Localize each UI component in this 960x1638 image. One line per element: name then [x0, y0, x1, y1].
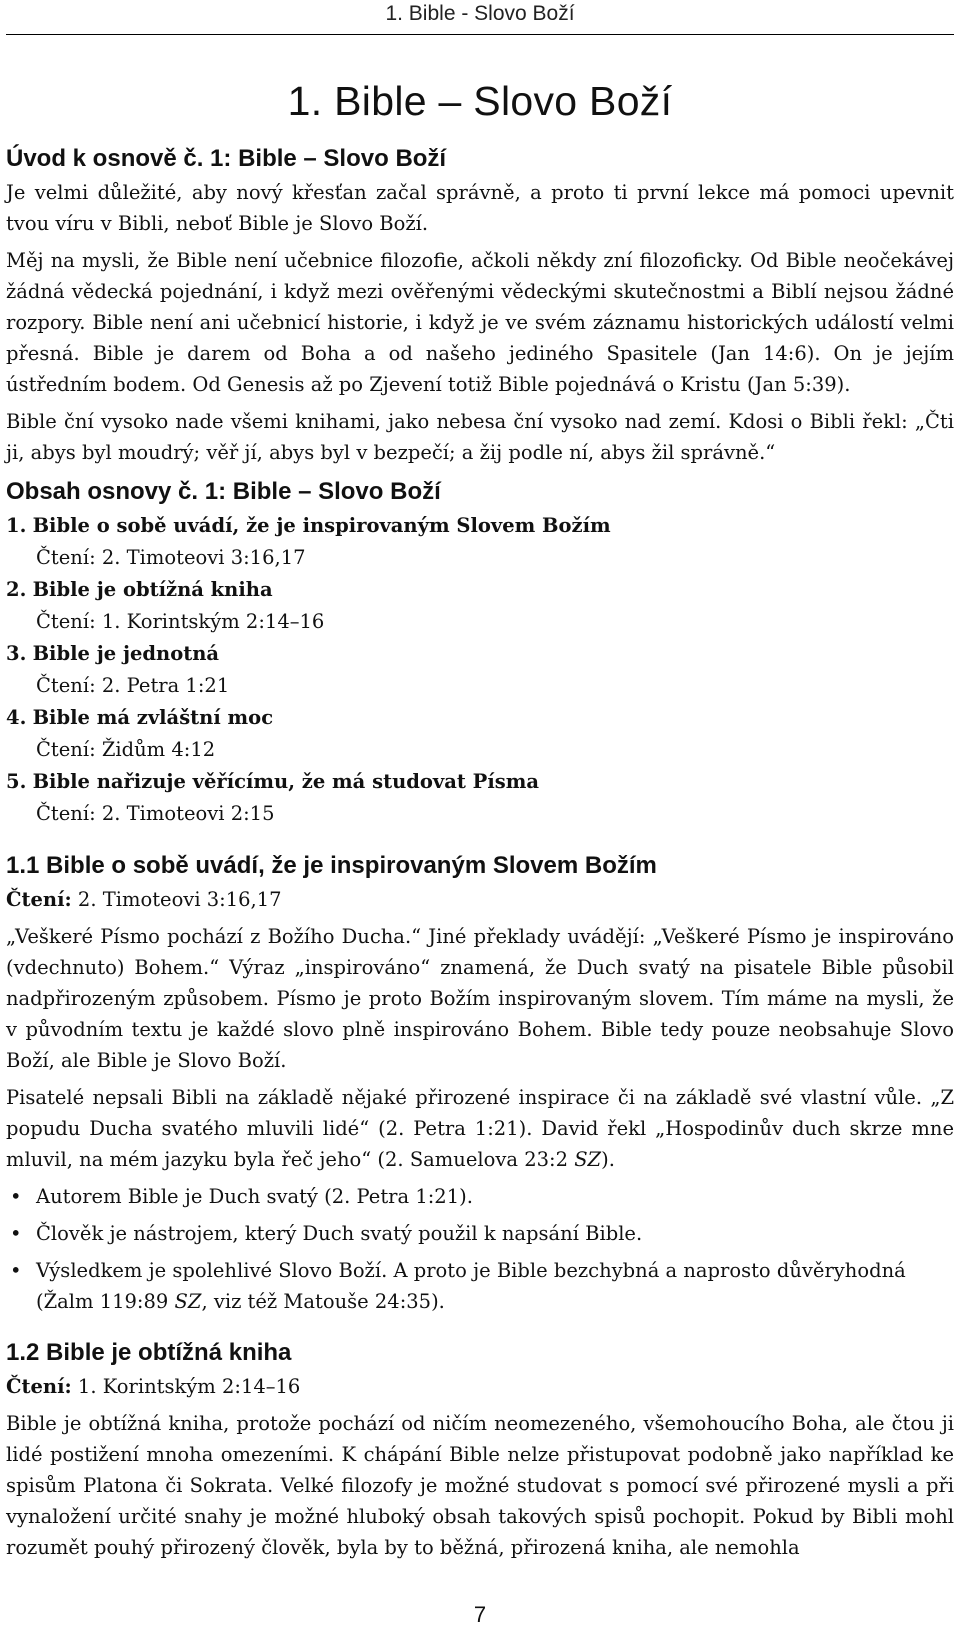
outline-item-reading: Čtení: 2. Petra 1:21 — [36, 674, 230, 697]
bullet-item — [6, 1255, 954, 1317]
section-1-1 — [6, 852, 954, 1317]
reading-reference: 1. Korintským 2:14–16 — [71, 1375, 301, 1398]
bullet-text: Výsledkem je spolehlivé Slovo Boží. A proto je Bible bezchybná a naprosto důvěryhodná (Žalm 119:89 — [36, 1259, 906, 1313]
outline-item-reading: Čtení: 1. Korintským 2:14–16 — [36, 610, 325, 633]
outline-item — [6, 510, 954, 542]
bullet-icon: • — [10, 1222, 22, 1245]
page-number: 7 — [473, 1602, 487, 1627]
section-1-1-reading — [6, 884, 954, 915]
section-1-2-reading — [6, 1371, 954, 1402]
bullet-icon: • — [10, 1185, 22, 1208]
page-body — [6, 78, 954, 1569]
section-1-2-heading: 1.2 Bible je obtížná kniha — [6, 1339, 292, 1366]
bullet-text-end: , viz též Matouše 24:35). — [201, 1290, 445, 1313]
outline-item-title: Bible je jednotná — [32, 642, 220, 665]
outline-item-number: 2. — [6, 578, 27, 601]
section-1-1-paragraph: „Veškeré Písmo pochází z Božího Ducha.“ Jiné překlady uvádějí: „Veškeré Písmo je inspirováno (vdechnuto) Bohem.“ Výraz „inspirováno“ znamená, že Duch svatý na pisatele Bible působil nadpřirozeným způsobem. Písmo je proto Božím inspirovaným slovem. Tím máme na mysli, že v původním textu je každé slovo plně inspirováno Bohem. Bible tedy pouze neobsahuje Slovo Boží, ale Bible je Slovo Boží. — [6, 925, 954, 1072]
outline-item-title: Bible nařizuje věřícímu, že má studovat Písma — [32, 770, 539, 793]
bullet-item — [6, 1218, 954, 1249]
section-1-1-bullet-list — [6, 1181, 954, 1317]
outline-item — [6, 574, 954, 606]
section-1-2 — [6, 1339, 954, 1563]
bullet-item — [6, 1181, 954, 1212]
outline-item — [6, 766, 954, 798]
outline-item-number: 1. — [6, 514, 27, 537]
intro-paragraph: Je velmi důležité, aby nový křesťan začal správně, a proto ti první lekce má pomoci upevnit tvou víru v Bibli, neboť Bible je Slovo Boží. — [6, 181, 954, 235]
outline-heading: Obsah osnovy č. 1: Bible – Slovo Boží — [6, 478, 441, 505]
outline-item-number: 4. — [6, 706, 27, 729]
outline-section — [6, 478, 954, 830]
intro-section — [6, 145, 954, 468]
bullet-icon: • — [10, 1259, 22, 1282]
section-1-1-heading: 1.1 Bible o sobě uvádí, že je inspirovaným Slovem Božím — [6, 852, 657, 879]
section-1-2-paragraph: Bible je obtížná kniha, protože pochází od ničím neomezeného, všemohoucího Boha, ale čtou ji lidé postižení mnoha omezeními. K chápání Bible nelze přistupovat podobně jako například ke spisům Platona či Sokrata. Velké filozofy je možné studovat s pomocí své přirozené mysli a při vynaložení určité snahy je možné hluboký obsah takových spisů pochopit. Pokud by Bibli mohl rozumět pouhý přirozený člověk, byla by to běžná, přirozená kniha, ale nemohla — [6, 1412, 954, 1559]
reading-reference: 2. Timoteovi 3:16,17 — [71, 888, 282, 911]
bullet-text: Autorem Bible je Duch svatý (2. Petra 1:21). — [36, 1185, 473, 1208]
intro-paragraph: Bible ční vysoko nade všemi knihami, jako nebesa ční vysoko nad zemí. Kdosi o Bibli řekl: „Čti ji, abys byl moudrý; věř jí, abys byl v bezpečí; a žij podle ní, abys žil správně.“ — [6, 410, 954, 464]
outline-item-title: Bible je obtížná kniha — [32, 578, 273, 601]
bullet-text: Člověk je nástrojem, který Duch svatý použil k napsání Bible. — [36, 1222, 643, 1245]
sz-abbreviation: SZ — [574, 1148, 602, 1171]
running-header: 1. Bible - Slovo Boží — [385, 2, 575, 25]
header-rule — [6, 34, 954, 35]
outline-list — [6, 510, 954, 830]
outline-item — [6, 638, 954, 670]
paragraph-text: Pisatelé nepsali Bibli na základě nějaké přirozené inspirace či na základě své vlastní vůle. „Z popudu Ducha svatého mluvili lidé“ (2. Petra 1:21). David řekl „Hospodinův duch skrze mne mluvil, na mém jazyku byla řeč jeho“ (2. Samuelova 23:2 — [6, 1086, 954, 1171]
intro-heading: Úvod k osnově č. 1: Bible – Slovo Boží — [6, 145, 447, 172]
outline-item-title: Bible má zvláštní moc — [32, 706, 274, 729]
page-title: 1. Bible – Slovo Boží — [287, 78, 673, 124]
outline-item-number: 3. — [6, 642, 27, 665]
outline-item-reading: Čtení: 2. Timoteovi 2:15 — [36, 802, 275, 825]
sz-abbreviation: SZ — [174, 1290, 202, 1313]
outline-item-title: Bible o sobě uvádí, že je inspirovaným Slovem Božím — [32, 514, 611, 537]
reading-label: Čtení: — [6, 1375, 72, 1398]
outline-item-number: 5. — [6, 770, 27, 793]
section-1-1-paragraph — [6, 1082, 954, 1175]
outline-item-reading: Čtení: Židům 4:12 — [36, 738, 216, 761]
paragraph-text-end: ). — [601, 1148, 615, 1171]
reading-label: Čtení: — [6, 888, 72, 911]
outline-item — [6, 702, 954, 734]
outline-item-reading: Čtení: 2. Timoteovi 3:16,17 — [36, 546, 306, 569]
intro-paragraph: Měj na mysli, že Bible není učebnice filozofie, ačkoli někdy zní filozoficky. Od Bible neočekávej žádná vědecká pojednání, i když mezi ověřenými vědeckými skutečnostmi a Biblí nejsou žádné rozpory. Bible není ani učebnicí historie, i když je ve svém záznamu historických událostí velmi přesná. Bible je darem od Boha a od našeho jediného Spasitele (Jan 14:6). On je jejím ústředním bodem. Od Genesis až po Zjevení totiž Bible pojednává o Kristu (Jan 5:39). — [6, 249, 954, 396]
